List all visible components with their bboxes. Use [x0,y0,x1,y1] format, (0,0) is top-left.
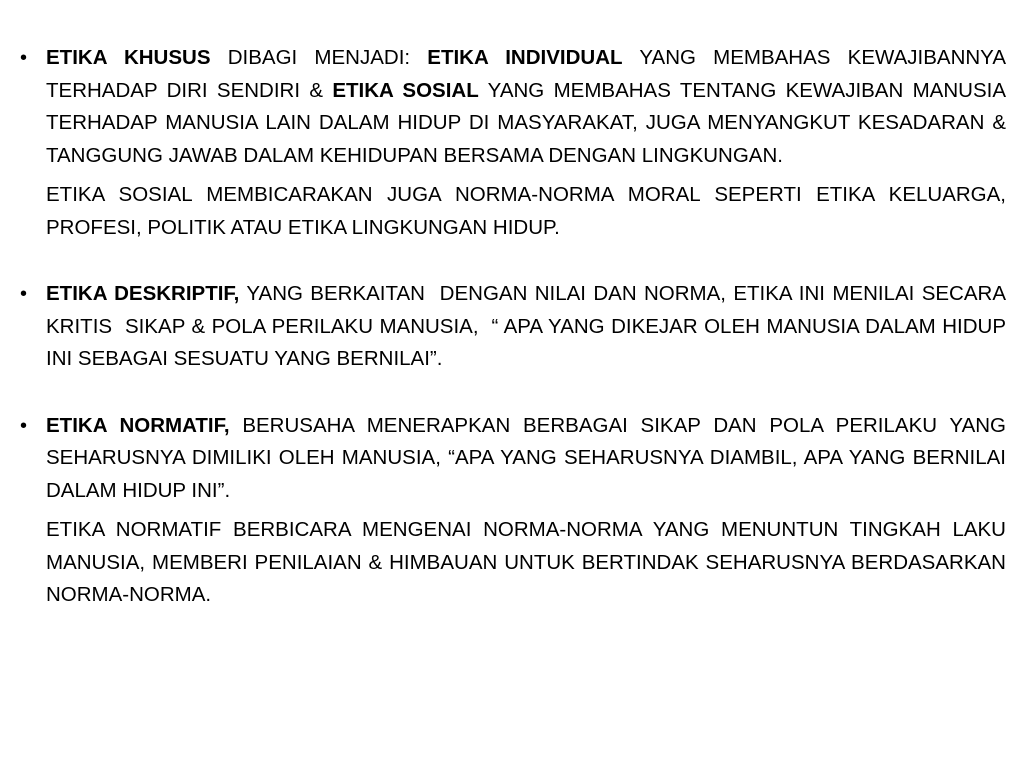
bullet-dot-icon: • [20,283,28,305]
text-run: BERUSAHA MENERAPKAN BERBAGAI SIKAP DAN POLA PERILAKU YANG SEHARUSNYA DIMILIKI OLEH MANUSIA, “APA YANG SEHARUSNYA DIAMBIL, APA YANG BERNILAI DALAM HIDUP INI”. [46,413,1007,502]
spacer [20,376,1006,410]
bold-term: ETIKA KHUSUS [46,46,211,69]
bold-term: ETIKA DESKRIPTIF, [46,282,240,305]
bold-term: ETIKA NORMATIF, [46,413,230,437]
spacer [20,244,1006,278]
text-run: ETIKA NORMATIF BERBICARA MENGENAI NORMA-NORMA YANG MENUNTUN TINGKAH LAKU MANUSIA, MEMBERI PENILAIAN & HIMBAUAN UNTUK BERTINDAK SEHARUSNYA BERDASARKAN NORMA-NORMA. [46,518,1006,606]
text-run: YANG MEMBAHAS TENTANG KEWAJIBAN MANUSIA TERHADAP MANUSIA LAIN DALAM HIDUP DI MASYARAKAT, JUGA MENYANGKUT KESADARAN & TANGGUNG JAWAB DALAM KEHIDUPAN BERSAMA DENGAN LINGKUNGAN. [46,78,1007,167]
text-run: YANG BERKAITAN DENGAN NILAI DAN NORMA, ETIKA INI MENILAI SECARA KRITIS SIKAP & POLA PERILAKU MANUSIA, “ APA YANG DIKEJAR OLEH MANUSIA DALAM HIDUP INI SEBAGAI SESUATU YANG BERNILAI”. [46,282,1012,370]
bullet-body [46,42,1006,244]
bullet-dot-icon: • [20,414,28,437]
text-run: ETIKA SOSIAL MEMBICARAKAN JUGA NORMA-NORMA MORAL SEPERTI ETIKA KELUARGA, PROFESI, POLITIK ATAU ETIKA LINGKUNGAN HIDUP. [46,183,1006,239]
paragraph [46,278,1012,376]
paragraph [46,410,1006,508]
paragraph [46,179,1006,244]
text-run: YANG MEMBAHAS KEWAJIBANNYA TERHADAP DIRI SENDIRI & [46,46,1006,102]
paragraph [46,42,1006,172]
bullet-body [46,278,1012,376]
bullet-etika-deskriptif [20,278,1012,376]
bold-term: ETIKA INDIVIDUAL [427,46,623,69]
bullet-body [46,410,1006,612]
paragraph [46,514,1006,612]
bullet-dot-icon: • [20,47,28,69]
bullet-etika-normatif [20,410,1006,612]
bullet-etika-khusus [20,42,1006,244]
text-run: DIBAGI MENJADI: [210,46,428,69]
bold-term: ETIKA SOSIAL [332,78,479,102]
